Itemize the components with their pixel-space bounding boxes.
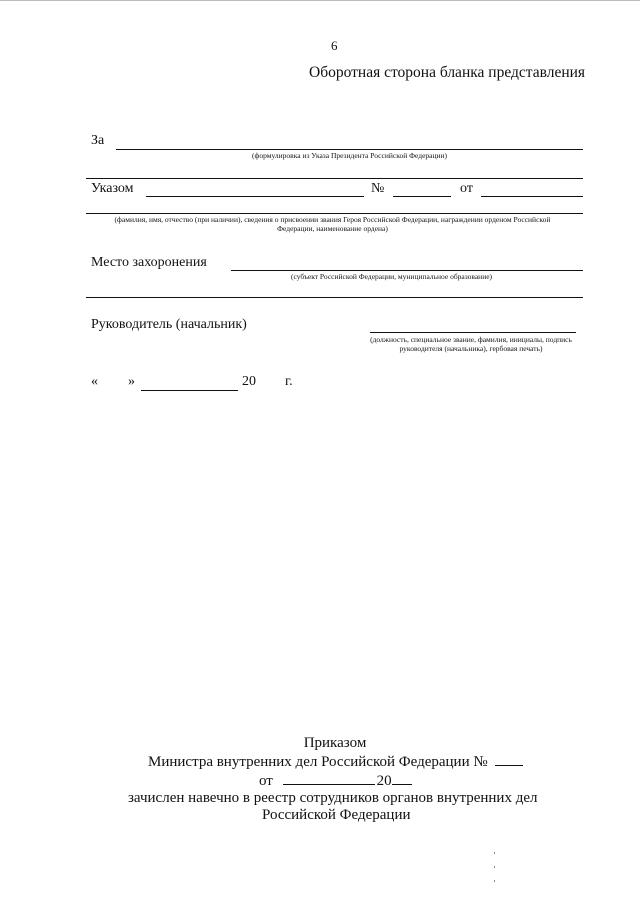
order-line-2-text: Министра внутренних дел Российской Федерации № xyxy=(148,754,488,770)
head-label: Руководитель (начальник) xyxy=(91,317,247,332)
date-close-quote: » xyxy=(128,374,135,389)
date-month-line xyxy=(141,390,238,391)
date-year: 20 xyxy=(242,374,256,389)
separator-line-1 xyxy=(86,178,583,179)
order-line-1: Приказом xyxy=(303,735,367,751)
ukaz-label: Указом xyxy=(91,181,134,196)
order-line-4: зачислен навечно в реестр сотрудников органов внутренних дел xyxy=(128,790,538,806)
order-line-5: Российской Федерации xyxy=(262,807,411,823)
ukaz-fill-line xyxy=(146,196,364,197)
page-number: 6 xyxy=(331,38,338,53)
za-fill-line xyxy=(116,149,583,150)
za-caption: (формулировка из Указа Президента Российской Федерации) xyxy=(252,151,448,160)
head-caption: (должность, специальное звание, фамилия, инициалы, подпись руководителя (начальника), гербовая печать) xyxy=(370,335,572,353)
page-title: Оборотная сторона бланка представления xyxy=(309,64,586,81)
ukaz-number-sign: № xyxy=(371,181,385,196)
ukaz-from-label: от xyxy=(460,181,473,196)
head-signature-line xyxy=(370,332,576,333)
scan-speck xyxy=(494,852,495,854)
order-line-3-year: 20 xyxy=(376,773,392,789)
separator-line-3 xyxy=(86,297,583,298)
order-line-3 xyxy=(259,773,412,790)
scan-speck xyxy=(494,866,495,868)
ukaz-date-line xyxy=(481,196,583,197)
date-year-suffix: г. xyxy=(285,374,293,389)
scan-speck xyxy=(494,880,495,882)
burial-fill-line xyxy=(231,270,583,271)
order-line-2 xyxy=(148,754,523,771)
burial-caption: (субъект Российской Федерации, муниципальное образование) xyxy=(291,272,493,281)
page-top-edge xyxy=(0,0,640,1)
separator-line-2 xyxy=(86,213,583,214)
ukaz-number-line xyxy=(393,196,451,197)
burial-label: Место захоронения xyxy=(91,255,207,270)
ukaz-caption: (фамилия, имя, отчество (при наличии), сведения о присвоении звания Героя Российской Федерации, награждении орденом Российской Федерации, наименование ордена) xyxy=(114,215,551,233)
za-label: За xyxy=(91,133,105,148)
order-line-3-prefix: от xyxy=(259,773,273,789)
date-open-quote: « xyxy=(91,374,98,389)
